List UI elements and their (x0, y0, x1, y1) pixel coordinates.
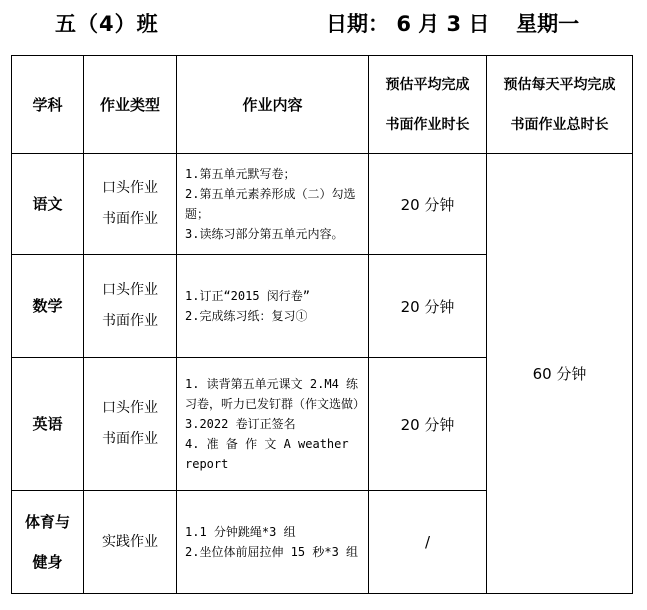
duration-cell: 20 分钟 (369, 358, 487, 491)
avg-header-line2: 书面作业时长 (385, 116, 470, 133)
homework-table (11, 55, 633, 594)
subject-cell: 语文 (12, 154, 84, 255)
type-label: 书面作业 (102, 431, 158, 447)
subject-line: 健身 (32, 553, 63, 571)
type-label: 口头作业 (102, 400, 158, 416)
duration-cell: 20 分钟 (369, 154, 487, 255)
total-header-line2: 书面作业总时长 (510, 116, 609, 133)
type-cell (84, 358, 177, 491)
content-cell (177, 255, 369, 358)
subject-cell: 数学 (12, 255, 84, 358)
header-row (12, 56, 633, 154)
col-subject-header: 学科 (12, 56, 84, 154)
total-duration-cell: 60 分钟 (487, 154, 633, 594)
type-cell (84, 154, 177, 255)
content-line: 1.第五单元默写卷； (185, 167, 296, 181)
content-line: 4. 准 备 作 文 A weather report (185, 437, 349, 471)
content-line: 1.订正“2015 闵行卷” (185, 289, 311, 303)
content-line: 3.读练习部分第五单元内容。 (185, 227, 344, 241)
class-title: 五（4）班 (55, 12, 159, 36)
duration-cell: 20 分钟 (369, 255, 487, 358)
content-line: 3.2022 卷订正签名 (185, 417, 296, 431)
type-label: 实践作业 (102, 533, 158, 550)
date-label: 日期： (326, 12, 389, 36)
type-label: 口头作业 (102, 282, 158, 298)
total-header-line1: 预估每天平均完成 (503, 76, 616, 93)
col-type-header: 作业类型 (84, 56, 177, 154)
content-cell (177, 358, 369, 491)
avg-header-line1: 预估平均完成 (385, 76, 470, 93)
col-total-duration-header (487, 56, 633, 154)
subject-cell: 英语 (12, 358, 84, 491)
content-line: 2.完成练习纸：复习① (185, 309, 308, 323)
type-label: 书面作业 (102, 313, 158, 329)
subject-cell (12, 491, 84, 594)
duration-cell: / (369, 491, 487, 594)
content-line: 1.1 分钟跳绳*3 组 (185, 525, 296, 539)
type-cell (84, 255, 177, 358)
date-value: 6 月 3 日 (396, 12, 490, 36)
col-content-header: 作业内容 (177, 56, 369, 154)
type-cell (84, 491, 177, 594)
content-line: 2.坐位体前屈拉伸 15 秒*3 组 (185, 545, 359, 559)
weekday: 星期一 (516, 12, 580, 36)
content-line: 2.第五单元素养形成（二）勾选题； (185, 187, 356, 221)
subject-line: 体育与 (24, 513, 70, 531)
content-cell (177, 491, 369, 594)
content-cell (177, 154, 369, 255)
content-line: 1. 读背第五单元课文 2.M4 练习卷，听力已发钉群（作文选做） (185, 377, 366, 411)
type-label: 书面作业 (102, 211, 158, 227)
table-row (12, 154, 633, 255)
type-label: 口头作业 (102, 180, 158, 196)
date-line (326, 8, 579, 38)
col-avg-duration-header (369, 56, 487, 154)
